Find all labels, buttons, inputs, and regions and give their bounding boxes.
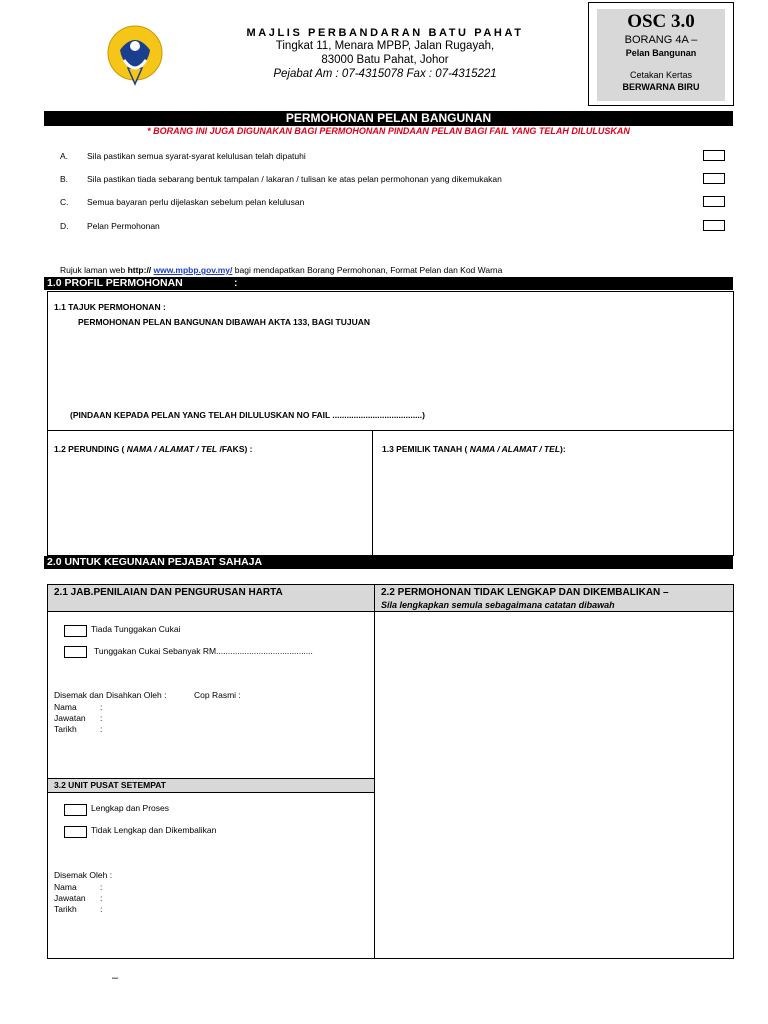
reference-suffix: bagi mendapatkan Borang Permohonan, Format Pelan dan Kod Warna [232, 265, 503, 275]
profile-box [47, 291, 734, 556]
osc-badge-panel [597, 9, 725, 101]
perunding-suffix: /FAKS) : [217, 444, 253, 454]
checklist-text: Sila pastikan semua syarat-syarat kelulusan telah dipatuhi [87, 151, 306, 161]
website-link[interactable]: www.mpbp.gov.my/ [153, 265, 233, 275]
panel-2-1-title: 2.1 JAB.PENILAIAN DAN PENGURUSAN HARTA [54, 587, 283, 598]
form-title: PERMOHONAN PELAN BANGUNAN [44, 111, 733, 126]
colon: : [100, 713, 103, 723]
panel-3-2-title: 3.2 UNIT PUSAT SETEMPAT [54, 780, 166, 790]
tarikh-label: Tarikh [54, 724, 77, 734]
section-1-heading [44, 277, 733, 290]
colon: : [100, 702, 103, 712]
address-line-1: Tingkat 11, Menara MPBP, Jalan Rugayah, [275, 40, 495, 52]
osc-borang-label: BORANG 4A – [624, 34, 698, 46]
colon: : [100, 893, 103, 903]
tunggakan-cukai-label: Tunggakan Cukai Sebanyak RM......................................... [94, 646, 313, 656]
council-crest-logo [100, 20, 170, 90]
checklist-letter: D. [60, 221, 69, 231]
form-note: * BORANG INI JUGA DIGUNAKAN BAGI PERMOHONAN PINDAAN PELAN BAGI FAIL YANG TELAH DILULUSKAN [147, 126, 630, 136]
divider [372, 430, 373, 556]
divider [47, 430, 734, 431]
colon: : [100, 724, 103, 734]
panel-3-2-header [48, 778, 374, 793]
perunding-fields: NAMA / ALAMAT / TEL [126, 444, 218, 454]
osc-title: OSC 3.0 [627, 11, 695, 32]
lengkap-proses-label: Lengkap dan Proses [91, 803, 169, 813]
panel-2-2-header [375, 585, 733, 612]
nama-label: Nama [54, 882, 77, 892]
pemilik-fields: NAMA / ALAMAT / TEL [469, 444, 561, 454]
office-use-box [47, 584, 734, 959]
osc-warna-label: BERWARNA BIRU [622, 82, 700, 92]
reference-prefix: Rujuk laman web [60, 265, 128, 275]
checklist-text: Semua bayaran perlu dijelaskan sebelum pelan kelulusan [87, 197, 305, 207]
section-2-heading [44, 556, 733, 569]
colon: : [100, 904, 103, 914]
tajuk-label: 1.1 TAJUK PERMOHONAN : [54, 302, 166, 312]
tarikh-label: Tarikh [54, 904, 77, 914]
lengkap-proses-checkbox[interactable] [64, 804, 87, 816]
osc-form-badge [588, 2, 734, 106]
colon: : [100, 882, 103, 892]
perunding-prefix: 1.2 PERUNDING ( [54, 444, 127, 454]
panel-2-1-header [48, 585, 374, 612]
jawatan-label: Jawatan [54, 893, 86, 903]
panel-2-2-subtitle: Sila lengkapkan semula sebagaimana catatan dibawah [381, 600, 615, 610]
pemilik-prefix: 1.3 PEMILIK TANAH ( [382, 444, 470, 454]
checklist-checkbox-a[interactable] [703, 150, 725, 161]
section-1-colon: : [234, 277, 238, 289]
tidak-lengkap-checkbox[interactable] [64, 826, 87, 838]
checklist-checkbox-c[interactable] [703, 196, 725, 207]
cop-rasmi-label: Cop Rasmi : [194, 690, 241, 700]
osc-pelan-label: Pelan Bangunan [625, 48, 697, 58]
pindaan-line[interactable]: (PINDAAN KEPADA PELAN YANG TELAH DILULUSKAN NO FAIL ......................................) [70, 410, 425, 420]
nama-label: Nama [54, 702, 77, 712]
checklist-text: Pelan Permohonan [87, 221, 160, 231]
tiada-tunggakan-checkbox[interactable] [64, 625, 87, 637]
tajuk-value[interactable]: PERMOHONAN PELAN BANGUNAN DIBAWAH AKTA 133, BAGI TUJUAN [78, 317, 371, 327]
disemak-disahkan-label: Disemak dan Disahkan Oleh : [54, 690, 167, 700]
tidak-lengkap-label: Tidak Lengkap dan Dikembalikan [91, 825, 217, 835]
pemilik-label[interactable] [382, 444, 566, 454]
checklist-letter: A. [60, 151, 69, 161]
reference-http: http:// [127, 265, 154, 275]
tiada-tunggakan-label: Tiada Tunggakan Cukai [91, 624, 181, 634]
address-line-2: 83000 Batu Pahat, Johor [321, 54, 449, 66]
footer-dash: – [112, 972, 119, 984]
pemilik-suffix: ): [560, 444, 566, 454]
disemak-label: Disemak Oleh : [54, 870, 113, 880]
section-1-title: 1.0 PROFIL PERMOHONAN [47, 277, 183, 289]
checklist-checkbox-d[interactable] [703, 220, 725, 231]
jawatan-label: Jawatan [54, 713, 86, 723]
panel-2-2-title: 2.2 PERMOHONAN TIDAK LENGKAP DAN DIKEMBALIKAN – [381, 587, 669, 598]
section-2-title: 2.0 UNTUK KEGUNAAN PEJABAT SAHAJA [47, 556, 263, 568]
checklist-checkbox-b[interactable] [703, 173, 725, 184]
checklist-text: Sila pastikan tiada sebarang bentuk tampalan / lakaran / tulisan ke atas pelan permohonan yang dikemukakan [87, 174, 502, 184]
perunding-label[interactable] [54, 444, 253, 454]
reference-note [60, 265, 502, 275]
organisation-name: MAJLIS PERBANDARAN BATU PAHAT [246, 27, 524, 39]
divider [374, 584, 375, 959]
tunggakan-cukai-checkbox[interactable] [64, 646, 87, 658]
checklist-letter: C. [60, 197, 69, 207]
osc-cetakan-label: Cetakan Kertas [629, 70, 693, 80]
contact-line: Pejabat Am : 07-4315078 Fax : 07-4315221 [273, 68, 497, 80]
checklist-letter: B. [60, 174, 69, 184]
